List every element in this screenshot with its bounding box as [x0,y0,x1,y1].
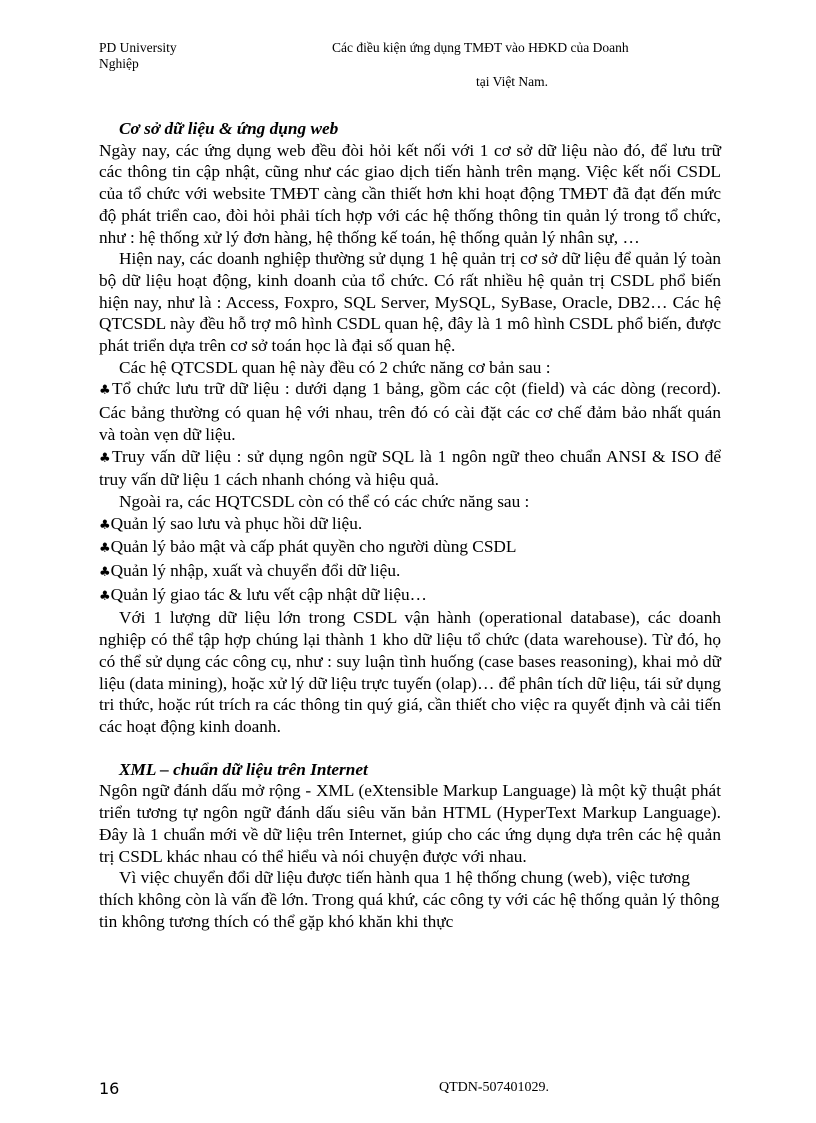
club-bullet-icon: ♣ [99,588,111,604]
club-bullet-icon: ♣ [99,541,111,557]
bullet-item: ♣Tổ chức lưu trữ dữ liệu : dưới dạng 1 bảng, gồm các cột (field) và các dòng (record). Các bảng thường có quan hệ với nhau, trên đó có cài đặt các cơ chế đảm bảo nhất quán và toàn vẹn dữ liệu. [99,379,721,444]
club-bullet-icon: ♣ [99,565,111,581]
document-body [99,118,721,932]
paragraph: Ngoài ra, các HQTCSDL còn có thể có các chức năng sau : [119,491,530,511]
section-heading-xml: XML – chuẩn dữ liệu trên Internet [119,759,368,779]
bullet-item: ♣Truy vấn dữ liệu : sử dụng ngôn ngữ SQL là 1 ngôn ngữ theo chuẩn ANSI & ISO để truy vấn dữ liệu 1 cách nhanh chóng và hiệu quả. [99,446,722,490]
paragraph: Hiện nay, các doanh nghiệp thường sử dụng 1 hệ quản trị cơ sở dữ liệu để quản lý toàn bộ dữ liệu hoạt động, kinh doanh của tổ chức. Có rất nhiều hệ quản trị CSDL phổ biến hiện nay, như là : Access, Foxpro, SQL Server, MySQL, SyBase, Oracle, DB2… Các hệ QTCSDL này đều hỗ trợ mô hình CSDL quan hệ, đây là 1 mô hình CSDL phổ biến, được phát triển dựa trên cơ sở toán học là đại số quan hệ. [99,249,721,356]
header-left-line2: Nghiệp [99,56,139,71]
bullet-item: ♣Quản lý bảo mật và cấp phát quyền cho người dùng CSDL [99,537,517,557]
bullet-item: ♣Quản lý sao lưu và phục hồi dữ liệu. [99,513,363,533]
paragraph: Ngôn ngữ đánh dấu mở rộng - XML (eXtensible Markup Language) là một kỹ thuật phát triển tương tự ngôn ngữ đánh dấu siêu văn bản HTML (HyperText Markup Language). Đây là 1 chuẩn mới về dữ liệu trên Internet, giúp cho các ứng dụng dựa trên các hệ quản trị CSDL khác nhau có thể hiểu và nói chuyện được với nhau. [99,781,721,866]
header-right-line2: tại Việt Nam. [476,74,549,89]
section-spacer [99,738,721,759]
footer-doc-code: QTDN-507401029. [439,1080,550,1095]
section-heading-database: Cơ sở dữ liệu & ứng dụng web [119,119,339,138]
club-bullet-icon: ♣ [99,450,113,466]
header-right-line1: Các điều kiện ứng dụng TMĐT vào HĐKD của Doanh [332,40,629,55]
header-left-line1: PD University [99,40,177,55]
paragraph: Vì việc chuyển đổi dữ liệu được tiến hành qua 1 hệ thống chung (web), việc tương thích không còn là vấn đề lớn. Trong quá khứ, các công ty với các hệ thống quản lý thông tin không tương thích có thể gặp khó khăn khi thực [99,868,720,931]
club-bullet-icon: ♣ [99,383,112,399]
club-bullet-icon: ♣ [99,517,111,533]
page-number: 16 [99,1079,120,1098]
paragraph: Ngày nay, các ứng dụng web đều đòi hỏi kết nối với 1 cơ sở dữ liệu nào đó, để lưu trữ các thông tin cập nhật, cũng như các giao dịch tiến hành trên mạng. Việc kết nối CSDL của tổ chức với website TMĐT càng cần thiết hơn khi hoạt động TMĐT đã đạt đến mức độ phát triển cao, đòi hỏi phải tích hợp với các hệ thống thông tin quản lý trong tổ chức, như : hệ thống xử lý đơn hàng, hệ thống kế toán, hệ thống quản lý nhân sự, … [99,140,721,247]
paragraph: Với 1 lượng dữ liệu lớn trong CSDL vận hành (operational database), các doanh nghiệp có thể tập hợp chúng lại thành 1 kho dữ liệu tổ chức (data warehouse). Từ đó, họ có thể sử dụng các công cụ, như : suy luận tình huống (case bases reasoning), khai mỏ dữ liệu (data mining), hoặc xử lý dữ liệu trực tuyến (olap)… để phân tích dữ liệu, tái sử dụng tri thức, hoặc rút trích ra các thông tin quý giá, cần thiết cho việc ra quyết định và cải tiến các hoạt động kinh doanh. [99,608,721,736]
paragraph: Các hệ QTCSDL quan hệ này đều có 2 chức năng cơ bản sau : [119,357,551,377]
bullet-item: ♣Quản lý nhập, xuất và chuyển đổi dữ liệu. [99,561,401,581]
bullet-item: ♣Quản lý giao tác & lưu vết cập nhật dữ liệu… [99,584,427,604]
